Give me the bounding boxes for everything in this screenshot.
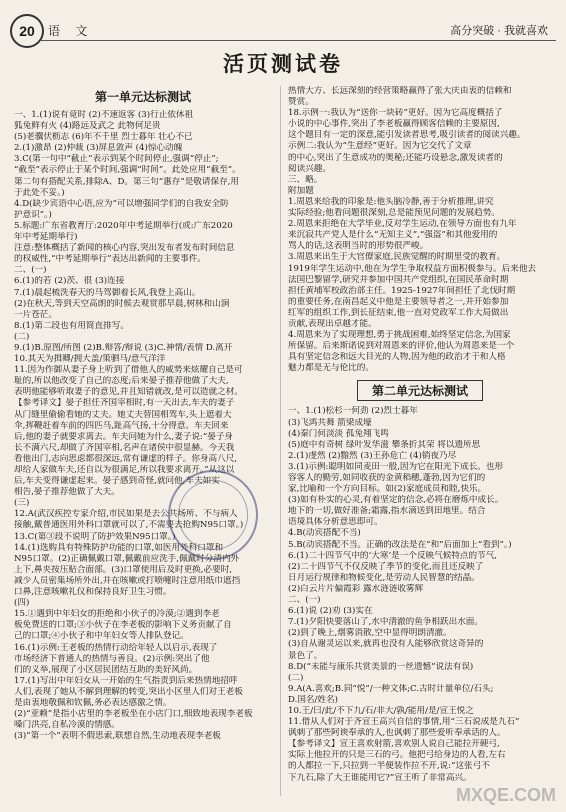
answer-line: 们的义举,展现了小区居民团结互助的美好风尚。 bbox=[14, 664, 198, 675]
answer-line: 日月运行规律和物候变化,是劳动人民智慧的结晶。 bbox=[288, 572, 480, 583]
answer-line: 的权威性,“中考延期举行”表达出新闻的主要事件。 bbox=[14, 254, 206, 265]
answer-line: (2)“亚赖”是指小店里的李老板坐在小店门口,细致地表现李老板 bbox=[14, 709, 253, 720]
answer-line: 2.(1)虔然 (2)黯然 (3)王孙危亡 (4)销夜乃尽 bbox=[288, 450, 457, 461]
answer-line: (3)自从谢灵运以来,就再也没有人能够欣赏这奇异的 bbox=[288, 639, 484, 650]
answer-line: 容客人的勤劳,如同收获的金黄稻穗,蓬勃,因为它们的 bbox=[288, 473, 486, 483]
answer-line: (4)秦门何淡淡 孤兔翔飞鸣 bbox=[288, 428, 389, 439]
answer-line: 7.(1)夕阳快要落山了,水中清澈的鱼争相跃出水面。 bbox=[288, 617, 483, 628]
answer-line: 6.(1)说 (2)劝 (3)实在 bbox=[288, 606, 373, 617]
answer-line: 2.周恩来拒绝在大学毕业,反对学生运动,在领导方面也有九年 bbox=[288, 219, 517, 230]
answer-line: 所保留。后来斯诺说到对周恩来的评价,他认为周恩来是一个 bbox=[288, 341, 515, 352]
answer-line: 这个题目有一定的深意,能引发读者思考,吸引读者的阅读兴趣。 bbox=[288, 130, 526, 141]
answer-line: 三、略。 bbox=[288, 174, 323, 185]
answer-line: “截至”表示停止于某个时间,强调“时间”。此处应用“截至”。 bbox=[14, 165, 241, 176]
answer-line: 语境具体分析意思即可。 bbox=[288, 517, 383, 528]
answer-line: (5)老骥伏枥志 (6)年不千里 烈士暮年 壮心不已 bbox=[14, 132, 193, 143]
answer-line: 9.(1)B.原图/所图 (2)B.辩答/辩说 (3)C.神情/表情 D.离开 bbox=[14, 342, 233, 353]
answer-line: 景色了。 bbox=[288, 650, 323, 661]
answer-line: 的中心,突出了生意成功的奥秘;还能巧设悬念,激发读者的 bbox=[288, 152, 503, 163]
answer-line: (二) bbox=[288, 672, 304, 683]
answer-line: 接触,戴普通医用外科口罩就可以了,不需要去抢购N95口罩。) bbox=[14, 520, 244, 531]
answer-line: 3.(1)示例:聪明如同麦田一般,因为它在阳光下成长。也形 bbox=[288, 461, 504, 472]
answer-line: 热情大方、长远深刻的经营策略赢得了张大庆由衷的信赖和 bbox=[288, 86, 512, 96]
answer-line: 板免费送的口罩;③小伙子在李老板的影响下义务贡献了自 bbox=[14, 620, 232, 631]
section-title-unit1: 第一单元达标测试 bbox=[94, 90, 191, 104]
answer-line: (2)到了晚上,烟雾消散,空中显得明朗清澈。 bbox=[288, 628, 452, 639]
answer-line: (3)“第一个”表明不假思索,联想自然,生动地表现李老板 bbox=[14, 731, 221, 742]
answer-line: 阅读兴趣。 bbox=[288, 163, 331, 174]
answer-line: (2)在秋天,等到天空高朗的时候去观赏那早晨,树林和山涧 bbox=[14, 298, 230, 309]
right-answer-lines-bottom bbox=[288, 406, 552, 783]
answer-line: 上下,鼻夹按压贴合面部。(3)口罩使用后及时更换,必要时, bbox=[14, 564, 233, 575]
answer-line: 1919年学生运动中,他在为学生争取权益方面积极参与。后来他去 bbox=[288, 263, 537, 274]
answer-line: 口鼻,注意咳嗽礼仪和保持良好卫生习惯。 bbox=[14, 587, 172, 598]
answer-line: 3.周恩来出生于大官僚家庭,民族觉醒的时期里受的教育。 bbox=[288, 252, 506, 263]
section-title-unit2: 第二单元达标测试 bbox=[357, 380, 483, 401]
section-box-unit2 bbox=[288, 380, 552, 401]
answer-line: N95口罩。(2)正确佩戴口罩,佩戴前应洗手,佩戴时分清内外 bbox=[14, 553, 240, 564]
answer-line: 后,他的妻子就要求离去。车夫问她为什么,妻子说:“晏子身 bbox=[14, 431, 234, 442]
answer-line: 具有坚定信念和远大目光的人物,因为他的政治才干和人格 bbox=[288, 352, 506, 363]
answer-line: 红军的组织工作,到长征结束,他一直对党政军工作大局做出 bbox=[288, 307, 509, 318]
answer-line: 是由衷地敬佩和钦佩,务必表达感激之情。 bbox=[14, 697, 172, 708]
answer-line: 骂人的话,这表明当时的形势很严峻。 bbox=[288, 241, 429, 252]
right-answer-lines-top bbox=[288, 86, 552, 374]
answer-line: 7.(1)晨起梳洗春天的马驾御着长风,我登上高山。 bbox=[14, 287, 201, 298]
answer-line: 来沉寂共产党人是什么“无知主义”,“强盗”和其他爱用的 bbox=[288, 230, 498, 241]
answer-line: (5)庭中有奇树 绿叶发华滋 攀条折其荣 将以遗所思 bbox=[288, 439, 481, 450]
answer-line: 6.(1)的若 (2)茨、很 (3)连接 bbox=[14, 276, 125, 287]
answer-line: 【参考译文】晏子担任齐国宰相时,有一天出去,车夫的妻子 bbox=[14, 398, 235, 409]
left-column bbox=[14, 86, 272, 742]
answer-line: 第二句有搭配关系,排除A、D。第三句“惠存”是敬请保存,用 bbox=[14, 176, 240, 187]
answer-line: 4.周恩来为了实现理想,勇于挑战困难,始终坚定信念,为国家 bbox=[288, 330, 511, 341]
answer-line: 注意:整体概括了新闻的核心内容,突出发布者发布时间信息 bbox=[14, 243, 235, 254]
answer-line: (二) bbox=[14, 331, 30, 342]
answer-line: 下九石,除了大王谁能用它?”宣王听了非常高兴。 bbox=[288, 772, 472, 783]
answer-line: 18.示例一:我认为“送你一块砖”更好。因为它高度概括了 bbox=[288, 108, 503, 119]
answer-line: 14.(1)选购具有特殊防护功能的口罩,如医用外科口罩和 bbox=[14, 542, 224, 553]
answer-line: 表明他能够听取妻子的意见,并且知错就改,是可以造就之材。 bbox=[14, 387, 243, 398]
answer-line: 附加题 bbox=[288, 185, 314, 196]
answer-line: 实际经验;他看问题很深刻,总是能预见问题的发展趋势。 bbox=[288, 208, 500, 219]
answer-line: 魅力都是无与伦比的。 bbox=[288, 363, 374, 374]
answer-line: 15.①遇到中年妇女的拒绝和小伙子的冷漠;②遇到李老 bbox=[14, 609, 220, 620]
answer-line: 于此处不妥。) bbox=[14, 187, 65, 198]
answer-line: 10.其天为揖卿/拥大盖/策驷马/意气洋洋 bbox=[14, 354, 166, 365]
answer-line: 16.(1)示例:王老板的热情行动给年轻人以启示,表现了 bbox=[14, 642, 218, 653]
answer-line: 二、(一) bbox=[288, 595, 321, 606]
answer-line: 减少人员密集场所外出,并在咳嗽或打喷嚏时注意用纸巾遮挡 bbox=[14, 575, 241, 586]
right-column bbox=[288, 86, 552, 784]
answer-line: D.国名/姓名) bbox=[288, 694, 338, 705]
answer-line: 【参考译文】宣王喜欢射箭,喜欢别人说自己能拉开硬弓, bbox=[288, 739, 500, 750]
answer-line: 12.A(武汉疾控专家介绍,市民如果是去公共场所、不与病人 bbox=[14, 509, 238, 520]
page-title: 活页测试卷 bbox=[223, 52, 343, 76]
column-divider bbox=[280, 86, 281, 796]
answer-line: 法国巴黎留学,研究并参加中国共产党组织,在国民革命时期 bbox=[288, 274, 509, 285]
answer-line: 相告,晏子推荐他做了大夫。 bbox=[14, 487, 120, 498]
answer-line: 13.C(第③段不说明了防护效果N95口罩。) bbox=[14, 531, 176, 542]
site-watermark: MXQE.COM bbox=[455, 785, 556, 805]
answer-line: 8.(1)第二段也有用简直排写。 bbox=[14, 320, 129, 331]
answer-line: 示例二:我认为“生意经”更好。因为它交代了文章 bbox=[288, 141, 472, 152]
answer-line: 护意识”。) bbox=[14, 209, 52, 220]
answer-line: 赞赏。 bbox=[288, 97, 314, 108]
answer-line: 3.C(第一句中“截止”表示到某个时间停止,强调“停止”; bbox=[14, 154, 219, 165]
answer-line: 狐兔鲜有火 (4)路远及武之 此物何足贵 bbox=[14, 121, 161, 132]
answer-line: 11.因为作御从妻子身上听到了借他人的威势来炫耀自己是可 bbox=[14, 365, 243, 376]
answer-line: 人们,表现了她从不解到理解的转变,突出小区里人们对王老板 bbox=[14, 686, 243, 697]
answer-line: 一、1.(1)松杉一何劲 (2)烈士暮年 bbox=[288, 406, 418, 417]
answer-line: 的人都拉一下,只拉到一半便装作拉不开,说:“这张弓不 bbox=[288, 761, 490, 772]
subject-label: 语 文 bbox=[48, 24, 94, 38]
answer-line: 家,比喻和一个方向目标。如(2)家庭成员和睦,快乐。 bbox=[288, 484, 487, 495]
answer-line: 一片苍茫。 bbox=[14, 309, 57, 320]
answer-line: 9.A(A.喜欢;B.同“悦”/一种文体;C.古时计量单位/石头; bbox=[288, 683, 494, 694]
series-brand: 高分突破 · 我就喜欢 bbox=[450, 25, 548, 37]
answer-line: 后,车夫变得谦虚起来。晏子感到奇怪,就问他,车夫如实 bbox=[14, 476, 220, 487]
header-rule bbox=[40, 40, 556, 41]
answer-line: 耻的,所以他改变了自己的态度;后来晏子推荐他做了大夫, bbox=[14, 376, 229, 387]
answer-line: 4.B(动宾搭配不当) bbox=[288, 528, 361, 539]
answer-line: (3)如有朴实的心灵,有着坚定的信念,必将在磨炼中成长。 bbox=[288, 495, 504, 506]
answer-line: 己的口罩;④小伙子和中年妇女等人排队登记。 bbox=[14, 631, 189, 642]
page-header bbox=[0, 0, 566, 44]
answer-line: 4.D(缺少宾语中心语,应为“可以增强同学们的自我安全防 bbox=[14, 198, 229, 209]
answer-line: 17.(1)写出中年妇女从一开始的生气指责到后来热情地招呼 bbox=[14, 675, 238, 686]
answer-line: 5.标题:广东省教育厅:2020年中考延期举行(或:广东2020 bbox=[14, 220, 233, 231]
answer-line: 10.王/曰/此/不下九/石/非大/孰/能用/是/宣王悦之 bbox=[288, 705, 474, 716]
answer-line: 二、(一) bbox=[14, 265, 47, 276]
answer-line: 看他出门,志向思虑都很深远,常有谦虚的样子。你身高八尺, bbox=[14, 453, 238, 464]
answer-line: 长不满六尺,却做了齐国宰相,名声在诸侯中很显赫。今天我 bbox=[14, 442, 235, 453]
answer-line: 的重要任务,在南昌起义中他是主要领导者之一,并开始参加 bbox=[288, 296, 509, 307]
answer-line: 8.D(“未能与康乐共赏美景的一丝遗憾”说法有误) bbox=[288, 661, 474, 672]
answer-line: 实际上他拉开的只是三石的弓。他把弓给身边的人看,左右 bbox=[288, 750, 506, 761]
answer-line: (2)二十四节气不仅反映了季节的变化,而且还反映了 bbox=[288, 561, 484, 572]
answer-line: 1.周恩来给我的印象是:他头脑冷静,善于分析推理,讲究 bbox=[288, 196, 494, 207]
answer-line: 贡献,表现出卓越才能。 bbox=[288, 318, 377, 329]
answer-line: 2.(1)激昂 (2)仲裁 (3)屏息敛声 (4)惊心动魄 bbox=[14, 143, 183, 154]
answer-line: 11.借从人们对于齐宣王高兴自信的事情,用“三石说成是九石” bbox=[288, 717, 520, 728]
answer-line: 地下的一切,做好准备;霜露,指水滴送到田地里。结合 bbox=[288, 506, 486, 517]
answer-line: 6.(1)二十四节气中的‘大寒’是一个反映气候特点的节气, bbox=[288, 550, 498, 561]
answer-line: (三) bbox=[14, 498, 30, 509]
left-answer-lines bbox=[14, 110, 272, 742]
answer-line: 一、1.(1)说有竟时 (2)不速返客 (3)行止依休祖 bbox=[14, 110, 194, 120]
answer-line: 嗓门洪亮,自私冷漠的情感。 bbox=[14, 720, 120, 731]
answer-line: (四) bbox=[14, 598, 30, 609]
answer-line: 小说的中心事件,突出了李老板赢得顾客信赖的主要原因, bbox=[288, 119, 500, 130]
answer-line: 市场经济下普通人的热情与善良。(2)示例:突出了他 bbox=[14, 653, 210, 664]
answer-line: (3)飞鸿共舞 箭梁成壕 bbox=[288, 417, 372, 428]
answer-line: 年中考延期举行) bbox=[14, 232, 78, 243]
answer-line: 讽刺了那些阿谀奉承的人,也讽刺了那些爱听奉承话的人。 bbox=[288, 728, 506, 739]
page-number: 20 bbox=[10, 14, 44, 48]
answer-line: (2)白云片片偏霞彩 露水涟涟收雾辉 bbox=[288, 583, 424, 594]
answer-line: 5.B(动宾搭配不当。正确的改法是在“和”后面加上“看到”。) bbox=[288, 539, 512, 550]
answer-line: 担任黄埔军校政治部主任。1925-1927年间担任了北伐时期 bbox=[288, 285, 516, 296]
answer-line: 伞,挥鞭赶着车前的四匹马,趾高气扬,十分得意。车夫回来 bbox=[14, 420, 229, 431]
answer-line: 从门缝里偷偷看她的丈夫。她丈夫替国相驾车,头上遮着大 bbox=[14, 409, 232, 420]
answer-line: 却给人家做车夫,还自以为很满足,所以我要求离开。”从这以 bbox=[14, 465, 235, 475]
